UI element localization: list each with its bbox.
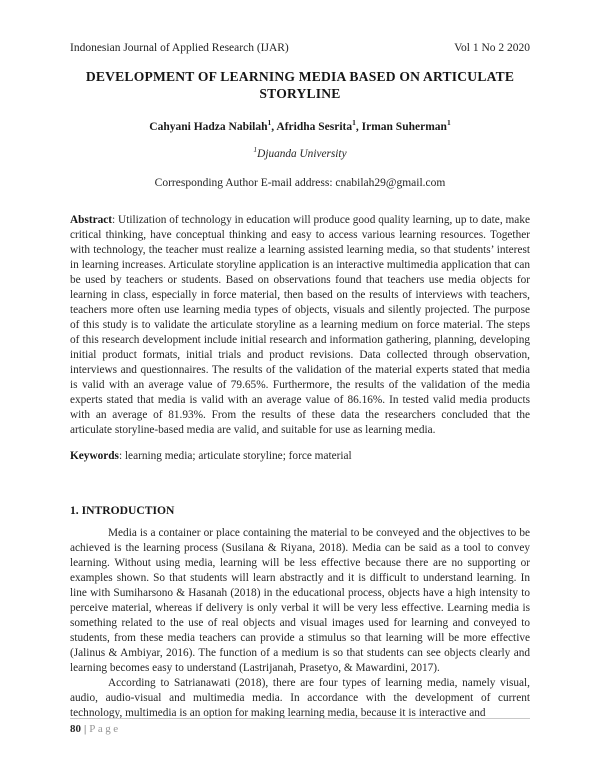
affiliation-superscript: 1 xyxy=(253,145,258,155)
author-name: Cahyani Hadza Nabilah xyxy=(149,121,268,133)
author-name: Irman Suherman xyxy=(361,121,447,133)
keywords-label: Keywords xyxy=(70,450,119,463)
page-footer xyxy=(70,718,530,736)
author-affiliation-superscript: 1 xyxy=(267,118,272,128)
volume-issue: Vol 1 No 2 2020 xyxy=(454,42,530,54)
author-name: Afridha Sesrita xyxy=(276,121,353,133)
author-separator: , xyxy=(271,121,277,133)
authors-line xyxy=(70,120,530,134)
page-label: Page xyxy=(89,723,121,735)
corresponding-author-line: Corresponding Author E-mail address: cnabilah29@gmail.com xyxy=(154,177,446,189)
section-heading-introduction: 1. INTRODUCTION xyxy=(70,504,175,518)
paper-title: DEVELOPMENT OF LEARNING MEDIA BASED ON ARTICULATE STORYLINE xyxy=(85,69,515,101)
author-separator: , xyxy=(355,121,362,133)
abstract-label: Abstract xyxy=(70,214,113,226)
introduction-paragraph-2: According to Satrianawati (2018), there are four types of learning media, namely visual, audio, audio-visual and multimedia media. In accordance with the development of current technology, multimedia is an option for making learning media, because it is interactive and xyxy=(70,677,530,720)
keywords-line xyxy=(70,449,530,464)
keywords-text: : learning media; articulate storyline; force material xyxy=(118,450,352,463)
affiliation-line xyxy=(70,147,530,161)
abstract-text: : Utilization of technology in education will produce good quality learning, up to date, make critical thinking, have conceptual thinking and easy to access various learning resources. Together with technology, the teacher must realize a learning assisted learning media, so that students’ interest in learning increases. Articulate storyline application is an interactive multimedia application that can be used by teachers or students. Based on observations found that teachers use media objects for learning in class, especially in force material, then based on the results of interviews with teachers, teachers more often use learning media types of objects, visuals and silently projected. The purpose of this study is to validate the articulate storyline as a learning medium on force material. The steps of this research development include initial research and information gathering, planning, developing initial product formats, initial trials and product revisions. Data collected through observation, interviews and questionnaires. The results of the validation of the material experts stated that media is valid with an average value of 79.65%. Furthermore, the results of the validation of the media experts stated that media is valid with an average value of 86.16%. In tested valid media products with an average of 81.93%. From the results of these data the researchers concluded that the articulate storyline-based media are valid, and suitable for use as learning media. xyxy=(70,214,530,436)
journal-name: Indonesian Journal of Applied Research (IJAR) xyxy=(70,42,289,54)
journal-header xyxy=(70,42,530,55)
footer-separator: | xyxy=(84,723,87,735)
abstract-paragraph xyxy=(70,213,530,438)
page-number: 80 xyxy=(70,723,81,735)
author-affiliation-superscript: 1 xyxy=(446,118,451,128)
introduction-paragraph-1: Media is a container or place containing the material to be conveyed and the objectives to be achieved is the learning process (Susilana & Riyana, 2018). Media can be said as a tool to convey learning. Without using media, learning will be less effective because there are no supporting or examples shown. So that students will learn abstractly and it is difficult to understand learning. In line with Sumiharsono & Hasanah (2018) in the educational process, objects have a high intensity to perceive material, whereas if delivery is only verbal it will be very less effective. Learning media is something related to the use of real objects and visual images used for learning and conveyed to students, from these media teachers can provide a stimulus so that learning will be more effective (Jalinus & Ambiyar, 2016). The function of a medium is so that students can see objects clearly and learning becomes easy to understand (Lastrijanah, Prasetyo, & Mawardini, 2017). xyxy=(70,527,530,675)
affiliation-name: Djuanda University xyxy=(257,148,347,160)
author-affiliation-superscript: 1 xyxy=(352,118,356,128)
